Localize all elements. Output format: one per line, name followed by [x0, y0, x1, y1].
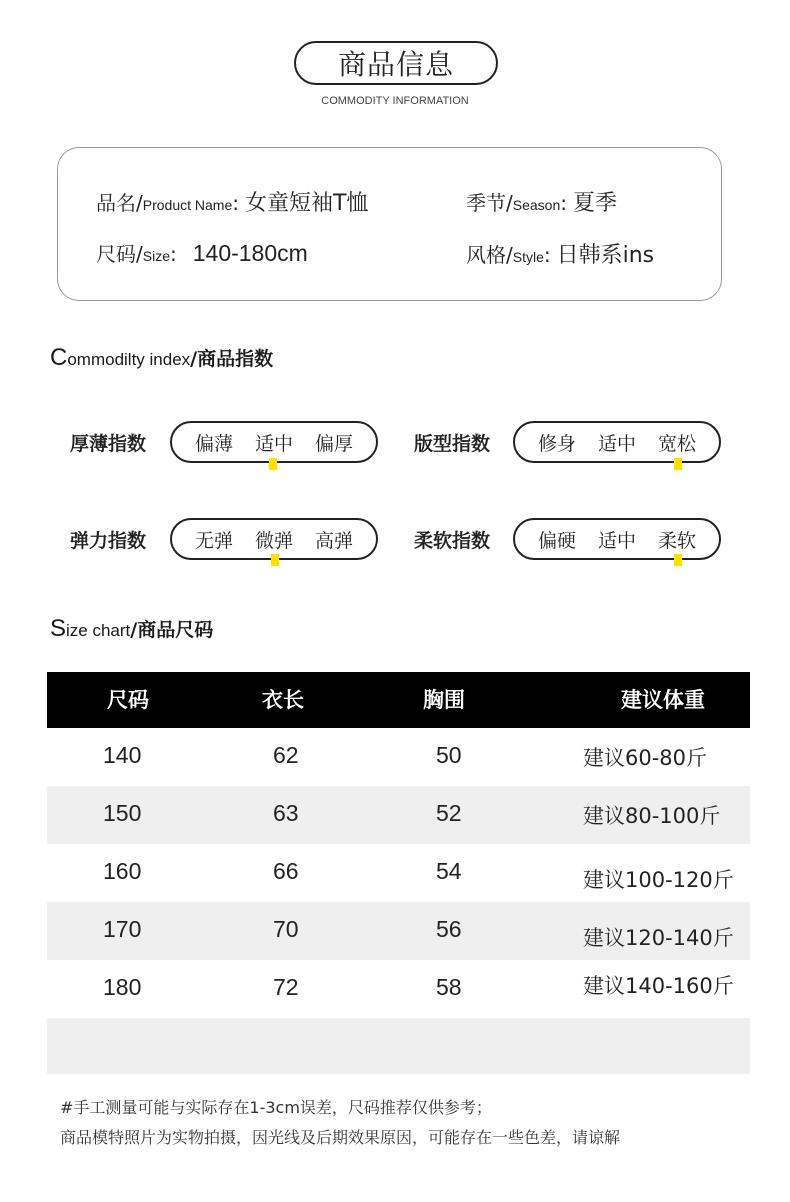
index-label-softness: 柔软指数	[414, 530, 491, 552]
table-row	[47, 786, 750, 844]
index-option: 适中	[597, 432, 636, 455]
index-option: 无弹	[194, 529, 233, 552]
commodity-index-heading	[50, 344, 273, 372]
product-name-field	[96, 186, 368, 217]
index-option: 偏硬	[537, 529, 576, 552]
season-label-cn: 季节/	[466, 191, 513, 215]
index-marker-thickness	[269, 458, 277, 470]
table-row-empty	[47, 1018, 750, 1074]
product-name-value: 女童短袖T恤	[244, 191, 369, 216]
table-cell-length: 66	[273, 858, 299, 884]
season-value: 夏季	[572, 191, 617, 216]
style-field	[466, 238, 654, 269]
commodity-index-cap: C	[50, 344, 68, 371]
index-option: 偏厚	[314, 432, 353, 455]
table-row	[47, 844, 750, 902]
index-option: 宽松	[657, 432, 696, 455]
table-row	[47, 902, 750, 960]
commodity-index-en: ommodilty index	[67, 350, 191, 369]
size-chart-en: ize chart	[66, 621, 131, 640]
table-cell-weight: 建议120-140斤	[583, 926, 734, 950]
product-name-colon: :	[232, 191, 239, 215]
size-value: 140-180cm	[192, 240, 308, 266]
table-cell-weight: 建议100-120斤	[583, 868, 734, 892]
season-field	[466, 186, 617, 217]
season-colon: :	[560, 191, 567, 215]
page-subtitle: COMMODITY INFORMATION	[321, 95, 469, 107]
table-cell-size: 140	[103, 742, 142, 768]
index-option: 修身	[537, 432, 576, 455]
table-cell-length: 63	[273, 800, 299, 826]
style-label-cn: 风格/	[466, 243, 513, 267]
table-cell-size: 150	[103, 800, 142, 826]
table-header-size: 尺码	[107, 688, 149, 712]
size-chart-cn: /商品尺码	[130, 619, 214, 641]
size-label-en: Size	[142, 248, 170, 264]
note-measurement: #手工测量可能与实际存在1-3cm误差，尺码推荐仅供参考；	[60, 1098, 492, 1117]
index-marker-fit	[674, 458, 682, 470]
table-cell-chest: 58	[436, 974, 462, 1000]
index-option: 适中	[254, 432, 293, 455]
product-name-label-cn: 品名/	[96, 191, 143, 215]
table-cell-length: 70	[273, 916, 299, 942]
index-option: 微弹	[254, 529, 293, 552]
season-label-en: Season	[512, 197, 561, 213]
index-option: 偏薄	[194, 432, 233, 455]
index-marker-softness	[674, 554, 682, 566]
size-label-cn: 尺码/	[96, 242, 143, 266]
index-marker-elasticity	[271, 554, 279, 566]
table-cell-weight: 建议60-80斤	[583, 746, 708, 770]
size-colon: :	[169, 242, 177, 266]
index-option: 柔软	[657, 529, 696, 552]
table-cell-size: 160	[103, 858, 142, 884]
table-row	[47, 960, 750, 1018]
size-field	[96, 238, 308, 267]
index-label-thickness: 厚薄指数	[70, 433, 147, 455]
table-cell-chest: 50	[436, 742, 462, 768]
table-cell-weight: 建议80-100斤	[583, 804, 721, 828]
index-pill-thickness	[170, 421, 378, 463]
style-value: 日韩系ins	[556, 243, 655, 268]
index-pill-softness	[513, 518, 721, 560]
size-chart-heading	[50, 615, 213, 643]
page-title: 商品信息	[294, 41, 498, 85]
index-option: 高弹	[314, 529, 353, 552]
style-label-en: Style	[512, 249, 544, 265]
index-option: 适中	[597, 529, 636, 552]
table-cell-size: 180	[103, 974, 142, 1000]
table-header-length: 衣长	[262, 688, 304, 712]
table-cell-length: 72	[273, 974, 299, 1000]
table-header-weight: 建议体重	[621, 688, 705, 712]
table-header-chest: 胸围	[423, 688, 465, 712]
index-label-elasticity: 弹力指数	[70, 530, 147, 552]
style-colon: :	[543, 243, 551, 267]
table-cell-weight: 建议140-160斤	[583, 974, 734, 998]
index-label-fit: 版型指数	[414, 433, 491, 455]
table-cell-chest: 56	[436, 916, 462, 942]
note-color-difference: 商品模特照片为实物拍摄，因光线及后期效果原因，可能存在一些色差，请谅解	[60, 1128, 621, 1147]
product-name-label-en: Product Name	[142, 197, 233, 213]
table-row	[47, 728, 750, 786]
table-cell-length: 62	[273, 742, 299, 768]
size-chart-cap: S	[50, 615, 67, 642]
commodity-index-cn: /商品指数	[190, 348, 274, 370]
table-cell-chest: 54	[436, 858, 462, 884]
size-table	[47, 672, 750, 1074]
table-cell-size: 170	[103, 916, 142, 942]
table-cell-chest: 52	[436, 800, 462, 826]
table-header-row	[47, 672, 750, 728]
product-info-card	[57, 147, 722, 301]
index-pill-fit	[513, 421, 721, 463]
